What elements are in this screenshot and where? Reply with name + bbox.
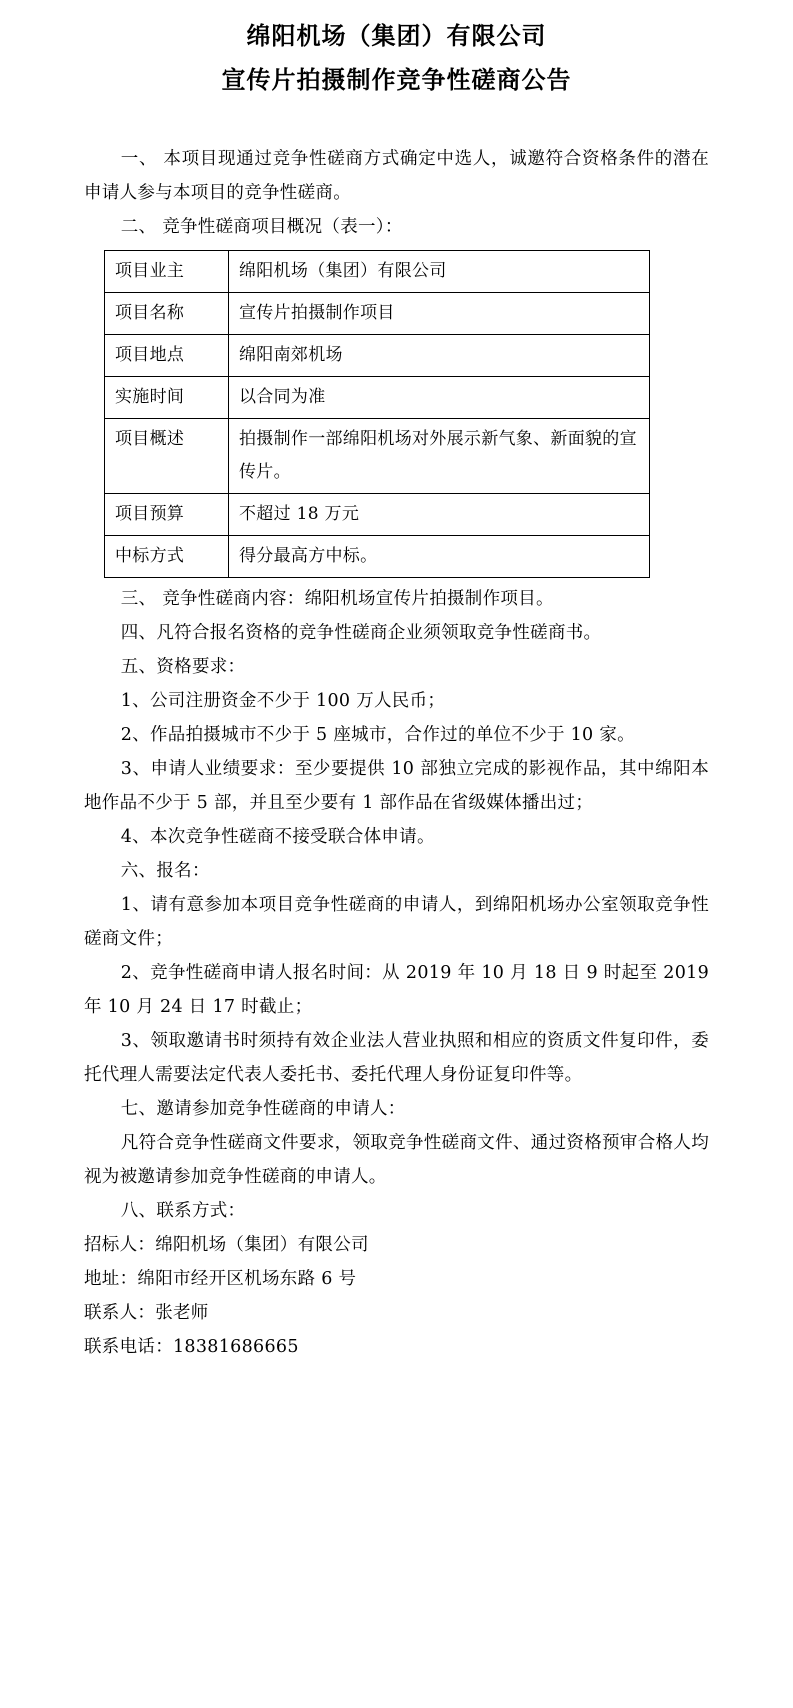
table-cell-value: 绵阳机场（集团）有限公司	[229, 251, 650, 293]
table-cell-value: 得分最高方中标。	[229, 536, 650, 578]
body-paragraph-5-1: 1、公司注册资金不少于 100 万人民币；	[120, 691, 446, 711]
title-line-2: 宣传片拍摄制作竞争性磋商公告	[221, 65, 572, 94]
table-cell-label: 项目业主	[105, 251, 229, 293]
body-paragraph-7: 七、邀请参加竞争性磋商的申请人：	[120, 1099, 406, 1119]
table-cell-value: 不超过 18 万元	[229, 494, 650, 536]
title-spacer	[84, 102, 709, 142]
body-paragraph-6: 六、报名：	[120, 861, 210, 881]
table-cell-label: 项目预算	[105, 494, 229, 536]
title-line-1: 绵阳机场（集团）有限公司	[246, 21, 547, 50]
contact-phone: 联系电话：18381686665	[84, 1337, 299, 1357]
document-title	[84, 14, 709, 102]
table-cell-value: 拍摄制作一部绵阳机场对外展示新气象、新面貌的宣传片。	[229, 419, 650, 494]
table-cell-label: 项目名称	[105, 293, 229, 335]
body-paragraph-5-3: 3、申请人业绩要求：至少要提供 10 部独立完成的影视作品，其中绵阳本地作品不少于 5 部，并且至少要有 1 部作品在省级媒体播出过；	[84, 759, 709, 813]
body-paragraph-5: 五、资格要求：	[120, 657, 246, 677]
body-paragraph-5-4: 4、本次竞争性磋商不接受联合体申请。	[120, 827, 435, 847]
body-paragraph-8: 八、联系方式：	[120, 1201, 246, 1221]
section-paragraph-1: 一、 本项目现通过竞争性磋商方式确定中选人，诚邀符合资格条件的潜在申请人参与本项目的竞争性磋商。	[84, 149, 709, 203]
section-paragraph-2: 二、 竞争性磋商项目概况（表一）：	[120, 217, 403, 237]
table-row	[105, 377, 650, 419]
table-cell-value: 宣传片拍摄制作项目	[229, 293, 650, 335]
table-cell-value: 绵阳南郊机场	[229, 335, 650, 377]
table-row	[105, 419, 650, 494]
body-paragraph-4: 四、凡符合报名资格的竞争性磋商企业须领取竞争性磋商书。	[120, 623, 602, 643]
table-row	[105, 293, 650, 335]
table-row	[105, 335, 650, 377]
table-cell-value: 以合同为准	[229, 377, 650, 419]
body-paragraph-6-1: 1、请有意参加本项目竞争性磋商的申请人，到绵阳机场办公室领取竞争性磋商文件；	[84, 895, 709, 949]
table-row	[105, 494, 650, 536]
body-paragraph-3: 三、 竞争性磋商内容：绵阳机场宣传片拍摄制作项目。	[120, 589, 554, 609]
body-paragraph-6-2: 2、竞争性磋商申请人报名时间：从 2019 年 10 月 18 日 9 时起至 2019 年 10 月 24 日 17 时截止；	[84, 963, 709, 1017]
body-paragraph-6-3: 3、领取邀请书时须持有效企业法人营业执照和相应的资质文件复印件，委托代理人需要法定代表人委托书、委托代理人身份证复印件等。	[84, 1031, 709, 1085]
contact-address: 地址：绵阳市经开区机场东路 6 号	[84, 1269, 357, 1289]
table-row	[105, 251, 650, 293]
table-cell-label: 中标方式	[105, 536, 229, 578]
contact-bidder: 招标人：绵阳机场（集团）有限公司	[84, 1235, 369, 1255]
table-row	[105, 536, 650, 578]
body-paragraph-7-1: 凡符合竞争性磋商文件要求，领取竞争性磋商文件、通过资格预审合格人均视为被邀请参加竞争性磋商的申请人。	[84, 1133, 709, 1187]
body-paragraph-5-2: 2、作品拍摄城市不少于 5 座城市，合作过的单位不少于 10 家。	[120, 725, 635, 745]
table-cell-label: 项目概述	[105, 419, 229, 494]
project-overview-table	[104, 250, 650, 578]
contact-person: 联系人：张老师	[84, 1303, 209, 1323]
project-overview-table-wrap	[104, 250, 709, 578]
table-cell-label: 项目地点	[105, 335, 229, 377]
table-cell-label: 实施时间	[105, 377, 229, 419]
